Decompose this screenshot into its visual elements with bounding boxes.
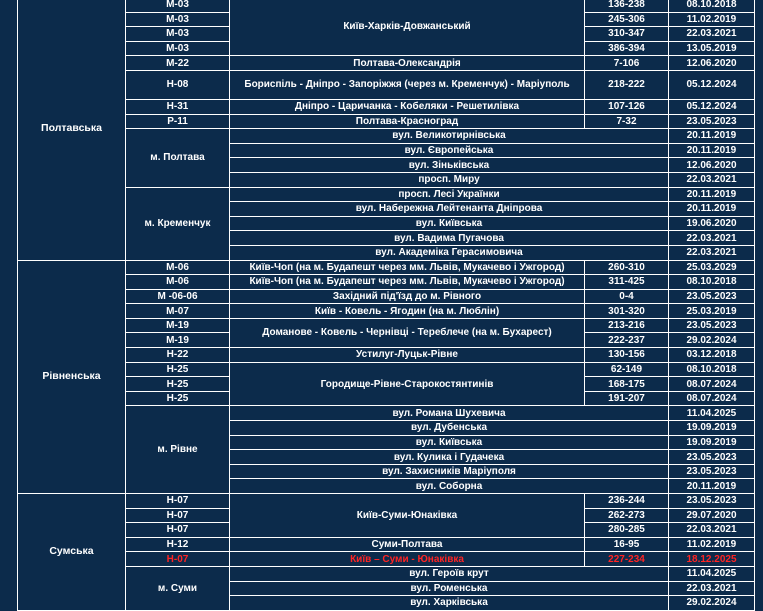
date: 29.02.2024 bbox=[669, 596, 755, 611]
km-range: 7-106 bbox=[585, 56, 669, 71]
route-name: Бориспіль - Дніпро - Запоріжжя (через м. Кременчук) - Маріуполь bbox=[230, 70, 585, 99]
date: 08.10.2018 bbox=[669, 362, 755, 377]
date: 25.03.2029 bbox=[669, 260, 755, 275]
table-row bbox=[18, 187, 755, 202]
region-name: Сумська bbox=[18, 494, 126, 611]
km-range: 236-244 bbox=[585, 494, 669, 509]
date: 23.05.2023 bbox=[669, 464, 755, 479]
date: 05.12.2024 bbox=[669, 70, 755, 99]
date: 19.09.2019 bbox=[669, 421, 755, 436]
road-code: Н-12 bbox=[126, 537, 230, 552]
table-wrapper bbox=[17, 0, 754, 611]
date: 23.05.2023 bbox=[669, 494, 755, 509]
route-name: Доманове - Ковель - Чернівці - Тереблече (на м. Бухарест) bbox=[230, 318, 585, 347]
km-range: 262-273 bbox=[585, 508, 669, 523]
route-name: Суми-Полтава bbox=[230, 537, 585, 552]
date: 29.02.2024 bbox=[669, 333, 755, 348]
table-row bbox=[18, 0, 755, 12]
km-range: 213-216 bbox=[585, 318, 669, 333]
table-row bbox=[18, 406, 755, 421]
road-code: М-22 bbox=[126, 56, 230, 71]
road-code: М-03 bbox=[126, 0, 230, 12]
road-code: Н-25 bbox=[126, 362, 230, 377]
route-name: Західний під'їзд до м. Рівного bbox=[230, 289, 585, 304]
date: 19.09.2019 bbox=[669, 435, 755, 450]
route-name: Київ-Харків-Довжанський bbox=[230, 0, 585, 56]
table-row bbox=[18, 566, 755, 581]
city-name: м. Полтава bbox=[126, 129, 230, 187]
street-name: вул. Дубенська bbox=[230, 421, 669, 436]
region-name: Полтавська bbox=[18, 0, 126, 260]
km-range: 16-95 bbox=[585, 537, 669, 552]
street-name: вул. Захисників Маріуполя bbox=[230, 464, 669, 479]
km-range: 301-320 bbox=[585, 304, 669, 319]
km-range: 218-222 bbox=[585, 70, 669, 99]
km-range: 310-347 bbox=[585, 27, 669, 42]
street-name: просп. Лесі Українки bbox=[230, 187, 669, 202]
road-code: Н-07 bbox=[126, 508, 230, 523]
date: 25.03.2019 bbox=[669, 304, 755, 319]
table-row bbox=[18, 260, 755, 275]
road-code: М-19 bbox=[126, 318, 230, 333]
street-name: вул. Європейська bbox=[230, 143, 669, 158]
date: 19.06.2020 bbox=[669, 216, 755, 231]
date: 11.04.2025 bbox=[669, 406, 755, 421]
km-range: 0-4 bbox=[585, 289, 669, 304]
table-row bbox=[18, 289, 755, 304]
street-name: вул. Героїв крут bbox=[230, 566, 669, 581]
km-range: 260-310 bbox=[585, 260, 669, 275]
street-name: вул. Київська bbox=[230, 216, 669, 231]
route-name: Дніпро - Царичанка - Кобеляки - Решетилівка bbox=[230, 99, 585, 114]
km-range: 62-149 bbox=[585, 362, 669, 377]
km-range: 191-207 bbox=[585, 391, 669, 406]
date: 11.04.2025 bbox=[669, 566, 755, 581]
date: 23.05.2023 bbox=[669, 114, 755, 129]
table-row bbox=[18, 552, 755, 567]
table-row bbox=[18, 275, 755, 290]
road-code: М -06-06 bbox=[126, 289, 230, 304]
date: 08.07.2024 bbox=[669, 391, 755, 406]
road-code: Н-08 bbox=[126, 70, 230, 99]
km-range: 168-175 bbox=[585, 377, 669, 392]
road-code: Н-07 bbox=[126, 494, 230, 509]
road-code: Н-25 bbox=[126, 391, 230, 406]
city-name: м. Суми bbox=[126, 566, 230, 610]
km-range: 227-234 bbox=[585, 552, 669, 567]
km-range: 130-156 bbox=[585, 348, 669, 363]
region-name: Рівненська bbox=[18, 260, 126, 494]
table-row bbox=[18, 129, 755, 144]
street-name: просп. Миру bbox=[230, 172, 669, 187]
road-code: Р-11 bbox=[126, 114, 230, 129]
date: 13.05.2019 bbox=[669, 41, 755, 56]
date: 05.12.2024 bbox=[669, 99, 755, 114]
table-row bbox=[18, 56, 755, 71]
route-name: Київ-Чоп (на м. Будапешт через мм. Львів, Мукачево і Ужгород) bbox=[230, 260, 585, 275]
table-row bbox=[18, 70, 755, 99]
table-row bbox=[18, 494, 755, 509]
street-name: вул. Київська bbox=[230, 435, 669, 450]
route-name: Київ-Чоп (на м. Будапешт через мм. Львів, Мукачево і Ужгород) bbox=[230, 275, 585, 290]
date: 22.03.2021 bbox=[669, 523, 755, 538]
table-row bbox=[18, 318, 755, 333]
date: 20.11.2019 bbox=[669, 129, 755, 144]
street-name: вул. Набережна Лейтенанта Дніпрова bbox=[230, 202, 669, 217]
table-row bbox=[18, 537, 755, 552]
date: 22.03.2021 bbox=[669, 245, 755, 260]
road-code: Н-22 bbox=[126, 348, 230, 363]
table-row bbox=[18, 114, 755, 129]
road-code: М-19 bbox=[126, 333, 230, 348]
road-code: Н-25 bbox=[126, 377, 230, 392]
date: 20.11.2019 bbox=[669, 143, 755, 158]
date: 29.07.2020 bbox=[669, 508, 755, 523]
street-name: вул. Кулика і Гудачека bbox=[230, 450, 669, 465]
route-name: Київ - Ковель - Ягодин (на м. Люблін) bbox=[230, 304, 585, 319]
route-name: Городище-Рівне-Старокостянтинів bbox=[230, 362, 585, 406]
road-code: Н-31 bbox=[126, 99, 230, 114]
city-name: м. Кременчук bbox=[126, 187, 230, 260]
km-range: 136-238 bbox=[585, 0, 669, 12]
street-name: вул. Романа Шухевича bbox=[230, 406, 669, 421]
table-body bbox=[18, 0, 755, 610]
km-range: 222-237 bbox=[585, 333, 669, 348]
table-row bbox=[18, 99, 755, 114]
date: 12.06.2020 bbox=[669, 158, 755, 173]
date: 12.06.2020 bbox=[669, 56, 755, 71]
date: 11.02.2019 bbox=[669, 537, 755, 552]
date: 22.03.2021 bbox=[669, 172, 755, 187]
date: 03.12.2018 bbox=[669, 348, 755, 363]
road-code: Н-07 bbox=[126, 552, 230, 567]
date: 23.05.2023 bbox=[669, 318, 755, 333]
street-name: вул. Роменська bbox=[230, 581, 669, 596]
road-code: М-07 bbox=[126, 304, 230, 319]
street-name: вул. Зіньківська bbox=[230, 158, 669, 173]
date: 23.05.2023 bbox=[669, 289, 755, 304]
date: 08.10.2018 bbox=[669, 275, 755, 290]
route-name: Київ-Суми-Юнаківка bbox=[230, 494, 585, 538]
route-name: Київ – Суми - Юнаківка bbox=[230, 552, 585, 567]
street-name: вул. Вадима Пугачова bbox=[230, 231, 669, 246]
road-code: Н-07 bbox=[126, 523, 230, 538]
km-range: 280-285 bbox=[585, 523, 669, 538]
route-name: Устилуг-Луцьк-Рівне bbox=[230, 348, 585, 363]
date: 20.11.2019 bbox=[669, 202, 755, 217]
road-code: М-03 bbox=[126, 27, 230, 42]
date: 11.02.2019 bbox=[669, 12, 755, 27]
date: 18.12.2025 bbox=[669, 552, 755, 567]
street-name: вул. Соборна bbox=[230, 479, 669, 494]
table-row bbox=[18, 362, 755, 377]
road-code: М-03 bbox=[126, 41, 230, 56]
km-range: 7-32 bbox=[585, 114, 669, 129]
street-name: вул. Великотирнівська bbox=[230, 129, 669, 144]
date: 22.03.2021 bbox=[669, 27, 755, 42]
date: 22.03.2021 bbox=[669, 581, 755, 596]
road-code: М-06 bbox=[126, 275, 230, 290]
km-range: 107-126 bbox=[585, 99, 669, 114]
date: 20.11.2019 bbox=[669, 187, 755, 202]
date: 20.11.2019 bbox=[669, 479, 755, 494]
route-name: Полтава-Олександрія bbox=[230, 56, 585, 71]
date: 23.05.2023 bbox=[669, 450, 755, 465]
table-row bbox=[18, 304, 755, 319]
road-repair-table bbox=[17, 0, 755, 611]
date: 08.07.2024 bbox=[669, 377, 755, 392]
km-range: 386-394 bbox=[585, 41, 669, 56]
route-name: Полтава-Красноград bbox=[230, 114, 585, 129]
km-range: 311-425 bbox=[585, 275, 669, 290]
street-name: вул. Харківська bbox=[230, 596, 669, 611]
date: 08.10.2018 bbox=[669, 0, 755, 12]
street-name: вул. Академіка Герасимовича bbox=[230, 245, 669, 260]
date: 22.03.2021 bbox=[669, 231, 755, 246]
city-name: м. Рівне bbox=[126, 406, 230, 494]
table-row bbox=[18, 348, 755, 363]
road-code: М-03 bbox=[126, 12, 230, 27]
road-code: М-06 bbox=[126, 260, 230, 275]
km-range: 245-306 bbox=[585, 12, 669, 27]
